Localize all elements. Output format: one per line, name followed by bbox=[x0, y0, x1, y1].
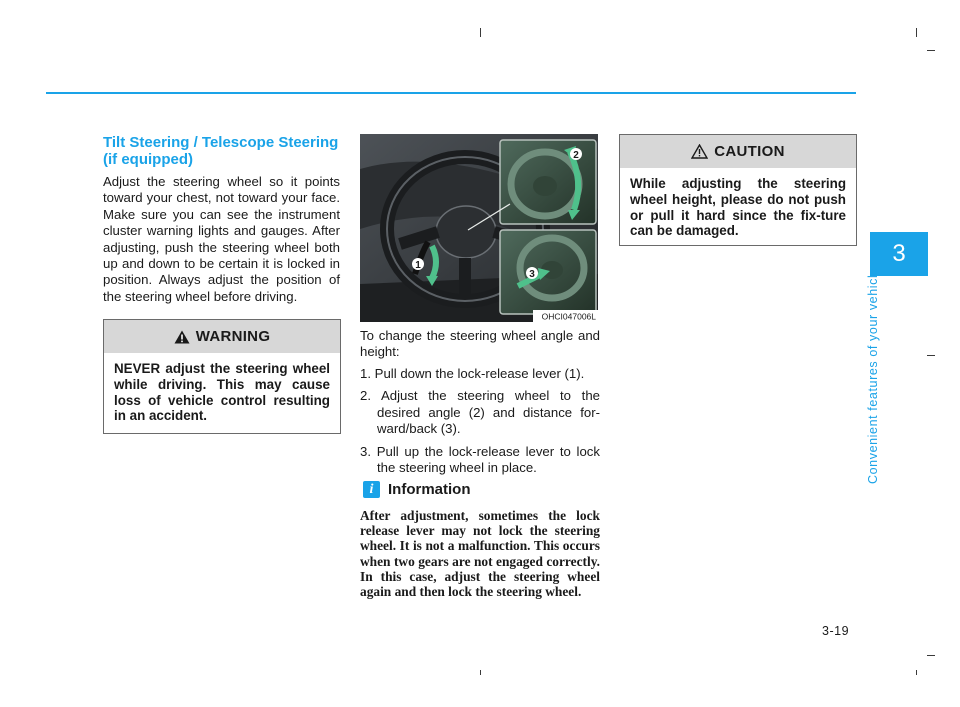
caution-header bbox=[620, 135, 856, 168]
caution-box bbox=[619, 134, 857, 246]
crop-mark-right-1 bbox=[927, 50, 935, 51]
crop-mark-right-3 bbox=[927, 655, 935, 656]
information-text: After adjustment, sometimes the lock release lever may not lock the steering wheel. It is not a malfunction. This occurs when two gears are not engaged correctly. In this case, adjust the steering wheel again and then lock the steering wheel. bbox=[360, 508, 600, 600]
intro-paragraph: Adjust the steering wheel so it points toward your chest, not toward your face. Make sure you can see the instrument cluster warning lights and gauges. After adjusting, push the steering wheel both up and down to be certain it is locked in position. Always adjust the position of the steering wheel before driving. bbox=[103, 174, 340, 304]
information-label: Information bbox=[388, 481, 471, 498]
steering-illustration bbox=[360, 134, 598, 322]
crop-mark-bottom-center bbox=[480, 670, 481, 675]
chapter-number-tab: 3 bbox=[870, 232, 928, 276]
caution-label: CAUTION bbox=[714, 143, 785, 160]
steering-figure bbox=[360, 134, 598, 322]
warning-text: NEVER adjust the steering wheel while driving. This may cause loss of vehicle control resulting in an accident. bbox=[114, 361, 330, 424]
callout-2-label: 2 bbox=[573, 150, 579, 161]
callout-1-label: 1 bbox=[415, 260, 421, 271]
crop-mark-right-2 bbox=[927, 355, 935, 356]
procedure-intro: To change the steering wheel angle and height: bbox=[360, 328, 600, 360]
chapter-title-vertical: Convenient features of your vehicle bbox=[866, 267, 880, 484]
header-rule bbox=[46, 92, 856, 94]
crop-mark-top-center bbox=[480, 28, 481, 37]
warning-triangle-icon bbox=[174, 330, 190, 344]
step-1: 1. Pull down the lock-release lever (1). bbox=[360, 366, 585, 381]
crop-mark-bottom-right bbox=[916, 670, 917, 675]
warning-label: WARNING bbox=[195, 328, 271, 345]
callout-3-label: 3 bbox=[529, 269, 535, 280]
caution-triangle-icon bbox=[691, 144, 708, 159]
step-3: 3. Pull up the lock-release lever to lock the steering wheel in place. bbox=[360, 443, 600, 476]
figure-code: OHCI047006L bbox=[541, 311, 596, 322]
page-number: 3-19 bbox=[822, 624, 850, 638]
crop-mark-top-right bbox=[916, 28, 917, 37]
procedure-steps bbox=[360, 366, 600, 482]
warning-box bbox=[103, 319, 341, 434]
step-2: 2. Adjust the steering wheel to the desired angle (2) and distance for-ward/back (3). bbox=[360, 388, 600, 437]
info-icon: i bbox=[363, 481, 380, 498]
information-heading bbox=[363, 481, 471, 498]
warning-header bbox=[104, 320, 340, 353]
caution-text: While adjusting the steering wheel height, please do not push or pull it hard since the fix-ture can be damaged. bbox=[630, 176, 846, 239]
section-title: Tilt Steering / Telescope Steering (if equipped) bbox=[103, 134, 339, 168]
